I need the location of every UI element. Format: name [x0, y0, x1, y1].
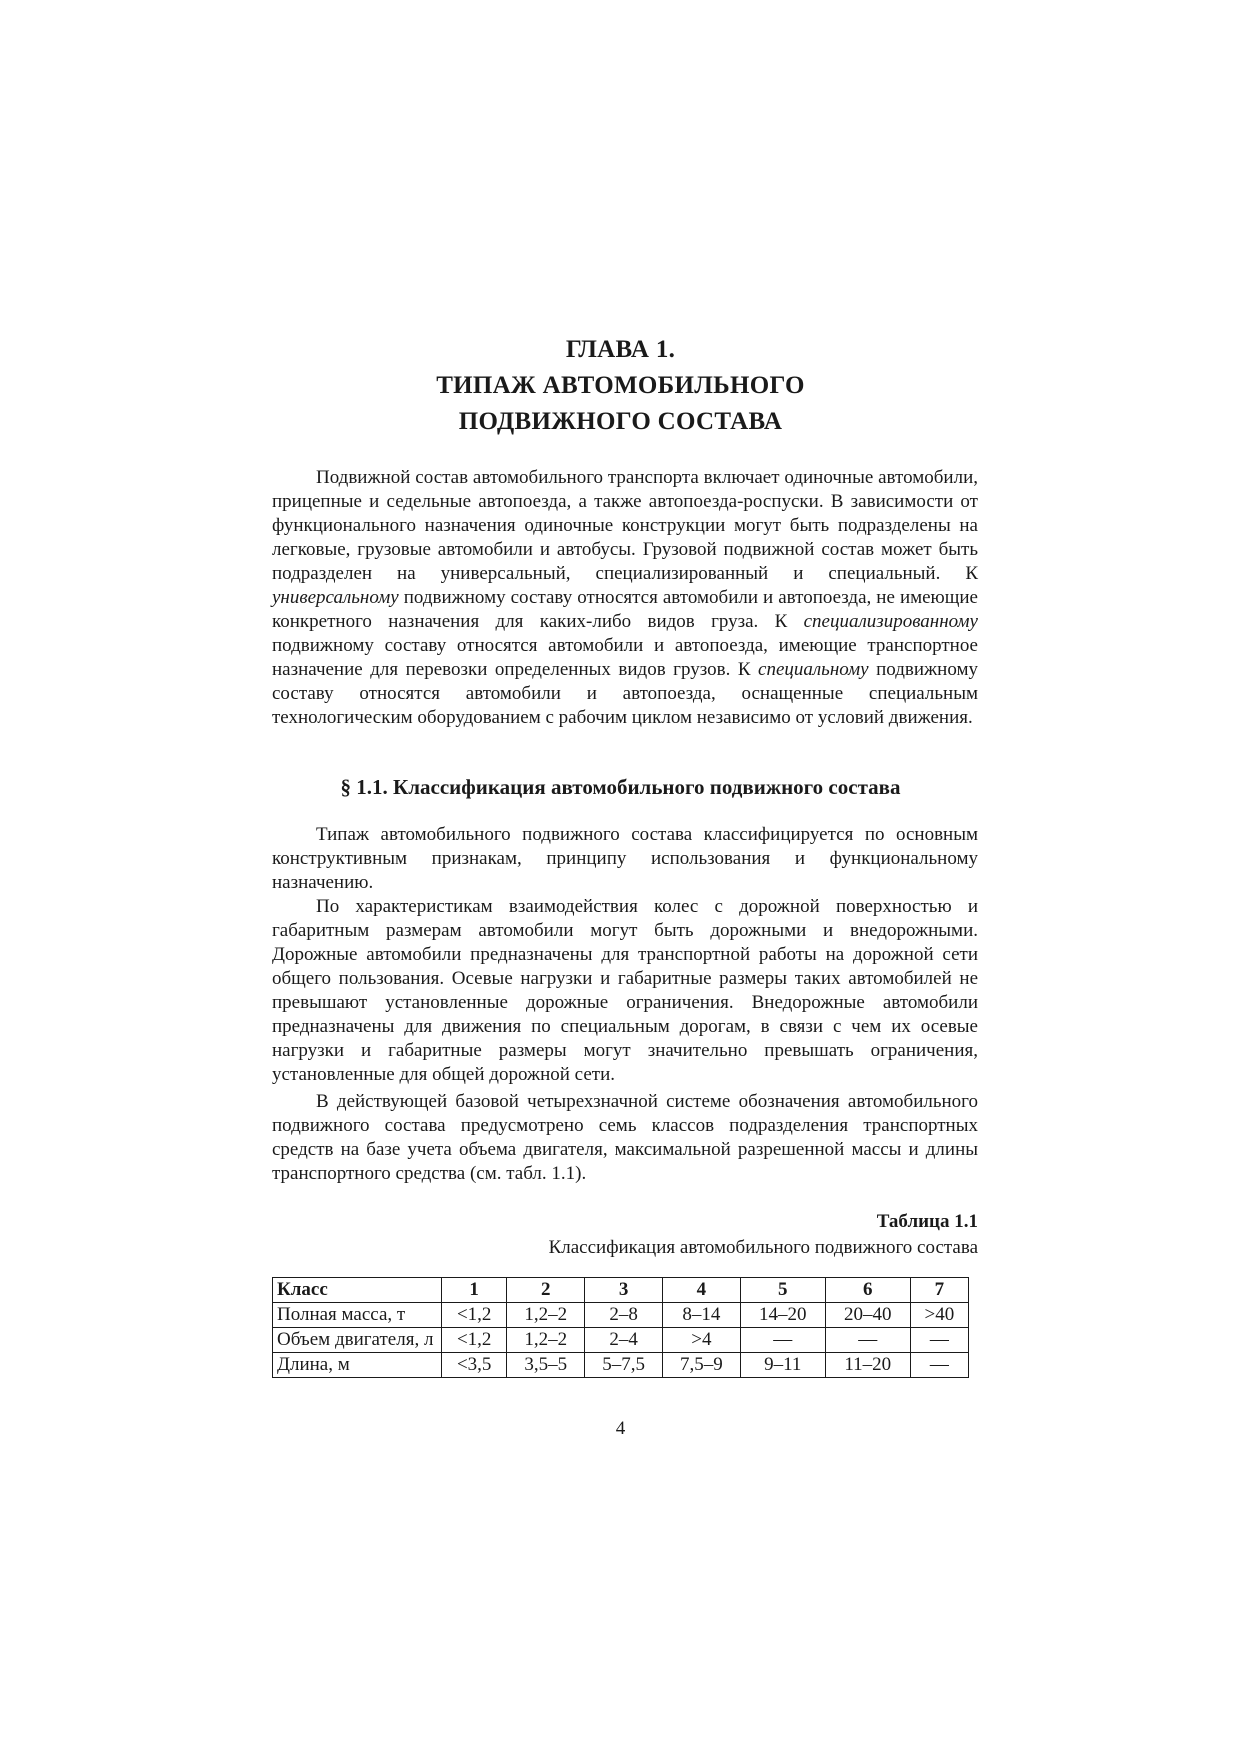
- table-cell: 3,5–5: [507, 1353, 585, 1378]
- intro-text-2: подвижному составу относятся автомобили и автопоезда, не имеющие конкретного назначения для каких-либо видов груза. К: [272, 587, 978, 632]
- chapter-title-line-3: ПОДВИЖНОГО СОСТАВА: [458, 408, 783, 435]
- table-cell: 2–4: [585, 1328, 663, 1353]
- intro-text-1: Подвижной состав автомобильного транспорта включает одиночные автомобили, прицепные и седельные автопоезда, а также автопоезда-роспуски. В зависимости от функционального назначения одиночные конструкции могут быть подразделены на легковые, грузовые автомобили и автобусы. Грузовой подвижной состав может быть подразделен на универсальный, специализированный и специальный. К: [272, 467, 978, 584]
- classification-table: [272, 1277, 969, 1378]
- table-cell: <1,2: [442, 1328, 507, 1353]
- chapter-title-line-2: ТИПАЖ АВТОМОБИЛЬНОГО: [436, 372, 805, 399]
- section-paragraph-1: Типаж автомобильного подвижного состава классифицируется по основным конструктивным признакам, принципу использования и функциональному назначению.: [272, 824, 978, 893]
- table-cell: 5–7,5: [585, 1353, 663, 1378]
- table-cell: Длина, м: [273, 1353, 442, 1378]
- chapter-title: [0, 332, 1241, 440]
- table-caption: Классификация автомобильного подвижного состава: [548, 1237, 978, 1258]
- table-cell: 14–20: [740, 1303, 825, 1328]
- table-cell: >4: [662, 1328, 740, 1353]
- section-paragraph-3: В действующей базовой четырехзначной системе обозначения автомобильного подвижного состава предусмотрено семь классов подразделения транспортных средств на базе учета объема двигателя, максимальной разрешенной массы и длины транспортного средства (см. табл. 1.1).: [272, 1091, 978, 1184]
- table-row: [273, 1353, 969, 1378]
- intro-emphasis-universal: универсальному: [272, 587, 399, 608]
- page-number: 4: [615, 1418, 626, 1439]
- intro-emphasis-specialized: специализированному: [803, 611, 978, 632]
- chapter-title-line-1: ГЛАВА 1.: [565, 336, 676, 363]
- table-header-cell: Класс: [273, 1278, 442, 1303]
- table-cell: <1,2: [442, 1303, 507, 1328]
- table-cell: —: [910, 1353, 968, 1378]
- table-header-cell: 2: [507, 1278, 585, 1303]
- section-paragraph-2: По характеристикам взаимодействия колес с дорожной поверхностью и габаритным размерам автомобили могут быть дорожными и внедорожными. Дорожные автомобили предназначены для транспортной работы на дорожной сети общего пользования. Осевые нагрузки и габаритные размеры таких автомобилей не превышают установленные дорожные ограничения. Внедорожные автомобили предназначены для движения по специальным дорогам, в связи с чем их осевые нагрузки и габаритные размеры могут значительно превышать ограничения, установленные для общей дорожной сети.: [272, 896, 978, 1085]
- table-header-cell: 3: [585, 1278, 663, 1303]
- intro-emphasis-special: специальному: [758, 659, 869, 680]
- table-header-cell: 1: [442, 1278, 507, 1303]
- table-cell: 9–11: [740, 1353, 825, 1378]
- table-cell: —: [825, 1328, 910, 1353]
- intro-text-3: подвижному составу относятся автомобили и автопоезда, имеющие транспортное назначение для перевозки определенных видов грузов. К: [272, 635, 978, 680]
- table-cell: 8–14: [662, 1303, 740, 1328]
- table-label: Таблица 1.1: [876, 1211, 978, 1232]
- intro-paragraph: [272, 466, 978, 730]
- table-cell: Полная масса, т: [273, 1303, 442, 1328]
- intro-text-4: подвижному составу относятся автомобили и автопоезда, оснащенные специальным технологическим оборудованием с рабочим циклом независимо от условий движения.: [272, 659, 978, 728]
- table-cell: 7,5–9: [662, 1353, 740, 1378]
- table-header-row: [273, 1278, 969, 1303]
- table-header-cell: 6: [825, 1278, 910, 1303]
- table-cell: 1,2–2: [507, 1303, 585, 1328]
- table-row: [273, 1328, 969, 1353]
- table-header-cell: 7: [910, 1278, 968, 1303]
- table-cell: —: [910, 1328, 968, 1353]
- table-cell: Объем двигателя, л: [273, 1328, 442, 1353]
- table-cell: 1,2–2: [507, 1328, 585, 1353]
- table-cell: 11–20: [825, 1353, 910, 1378]
- table-cell: —: [740, 1328, 825, 1353]
- table-cell: <3,5: [442, 1353, 507, 1378]
- table-header-cell: 5: [740, 1278, 825, 1303]
- table-row: [273, 1303, 969, 1328]
- table-header-cell: 4: [662, 1278, 740, 1303]
- table-cell: 20–40: [825, 1303, 910, 1328]
- section-heading: § 1.1. Классификация автомобильного подвижного состава: [340, 775, 901, 799]
- table-cell: >40: [910, 1303, 968, 1328]
- table-cell: 2–8: [585, 1303, 663, 1328]
